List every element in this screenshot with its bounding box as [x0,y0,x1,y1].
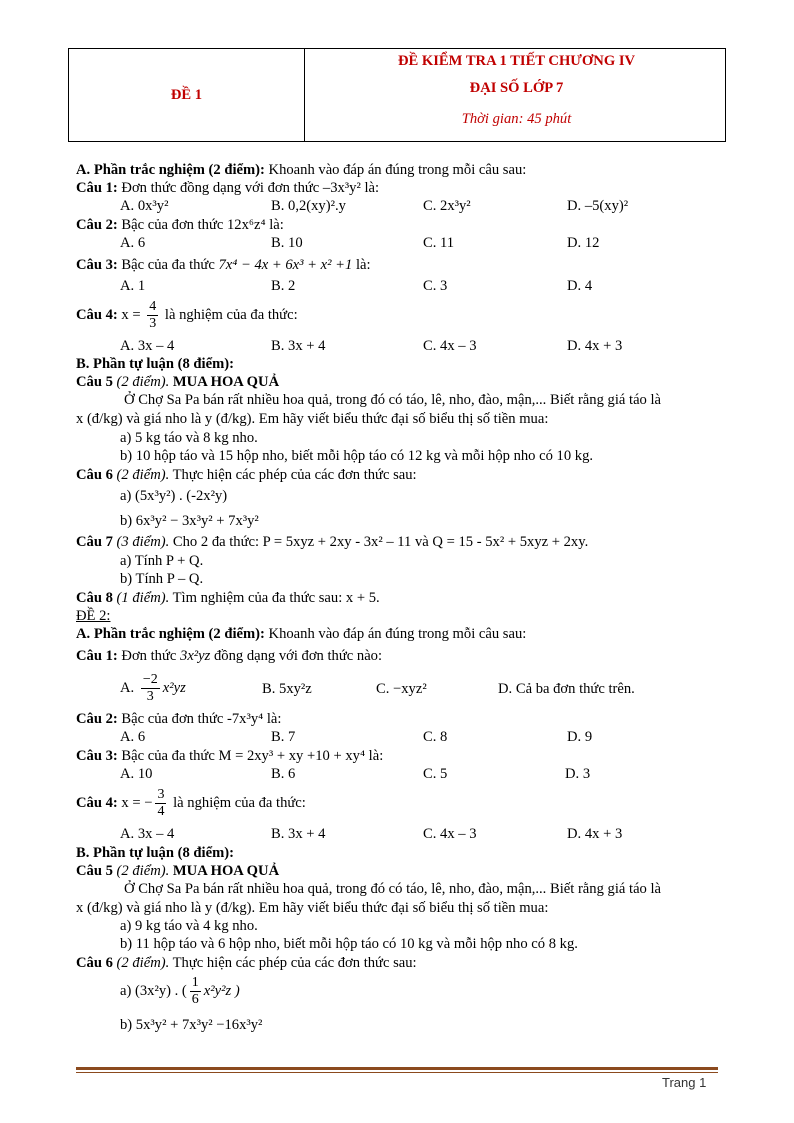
q-title: MUA HOA QUẢ [169,374,280,390]
de2-q4 [76,786,306,820]
de1-q3-opt-a: A. 1 [120,278,146,294]
de2-partB-heading [76,844,234,862]
de2-q2-opt-b: B. 7 [271,729,296,745]
de1-q5-b: b) 10 hộp táo và 15 hộp nho, biết mỗi hộp táo có 12 kg và mỗi hộp nho có 10 kg. [120,448,594,464]
partA-title: A. Phần trắc nghiệm (2 điểm): [76,626,265,642]
de2-q6 [76,954,417,972]
fraction [147,299,158,332]
de2-q1-opt-d: D. Cả ba đơn thức trên. [498,681,635,697]
q-label: Câu 1: [76,180,118,196]
q-text-end: là nghiệm của đa thức: [169,795,306,811]
q-label: Câu 3: [76,748,118,764]
de2-q5-para2: x (đ/kg) và giá nho là y (đ/kg). Em hãy viết biểu thức đại số biểu thị số tiền mua: [76,900,549,916]
de1-q2-opt-b: B. 10 [271,235,303,251]
de1-q5 [76,373,279,391]
math-expression-end: x²y²z ) [203,983,240,999]
q-points: (1 điểm). [112,590,170,606]
de1-q1-opt-c: C. 2x³y² [423,198,471,214]
de1-q3-opt-c: C. 3 [423,278,448,294]
de2-q3-opt-b: B. 6 [271,766,296,782]
footer-rule [76,1067,718,1070]
de2-q4-opt-a: A. 3x – 4 [120,826,175,842]
de1-q1 [76,179,379,197]
q-text-end: là nghiệm của đa thức: [161,307,298,323]
q-label: Câu 7 [76,534,113,550]
de2-q3 [76,747,383,765]
de2-q4-opt-b: B. 3x + 4 [271,826,326,842]
exam-time: Thời gian: 45 phút [461,111,572,127]
exam-title: ĐỀ KIỂM TRA 1 TIẾT CHƯƠNG IV [397,53,636,69]
math-expression: a) (3x²y) . ( [120,983,187,999]
q-text: Thực hiện các phép của các đơn thức sau: [169,955,417,971]
de1-partA-heading [76,161,526,179]
de2-q4-opt-d: D. 4x + 3 [567,826,623,842]
q-label: Câu 2: [76,711,118,727]
de2-q3-opt-d: D. 3 [565,766,591,782]
opt-letter: A. [120,680,138,696]
de1-q3-opt-d: D. 4 [567,278,593,294]
de1-q6-a: a) (5x³y²) . (-2x²y) [120,488,228,504]
de1-q2-opt-c: C. 11 [423,235,455,251]
de2-q4-opt-c: C. 4x – 3 [423,826,477,842]
denominator: 6 [191,992,199,1008]
de2-q5 [76,862,279,880]
numerator: 3 [157,787,165,803]
q-text: Đơn thức [117,648,181,664]
q-text-end: đồng dạng với đơn thức nào: [210,648,383,664]
de2-q1-opt-b: B. 5xy²z [262,681,312,697]
de1-q1-opt-b: B. 0,2(xy)².y [271,198,346,214]
de1-q2-opt-a: A. 6 [120,235,146,251]
partB-title: B. Phần tự luận (8 điểm): [76,845,234,861]
de1-q7-a: a) Tính P + Q. [120,553,204,569]
q-text-end: là: [352,257,371,273]
q-text: x = [117,307,145,323]
numerator: −2 [142,672,158,688]
q-text: Bậc của đơn thức -7x³y⁴ là: [117,711,282,727]
q-label: Câu 6 [76,467,113,483]
de1-partB-heading [76,355,234,373]
de2-q2-opt-a: A. 6 [120,729,146,745]
math-expression: 3x²yz [180,648,211,664]
de2-q1-opt-c: C. −xyz² [376,681,427,697]
de2-q6-b: b) 5x³y² + 7x³y² −16x³y² [120,1017,263,1033]
q-title: MUA HOA QUẢ [169,863,280,879]
de1-q4-opt-d: D. 4x + 3 [567,338,623,354]
denominator: 3 [146,689,154,705]
de2-q5-b: b) 11 hộp táo và 6 hộp nho, biết mỗi hộp táo có 10 kg và mỗi hộp nho có 8 kg. [120,936,578,952]
de1-q6 [76,466,417,484]
de1-q5-a: a) 5 kg táo và 8 kg nho. [120,430,258,446]
de1-q4-opt-b: B. 3x + 4 [271,338,326,354]
q-points: (2 điểm). [112,467,170,483]
de1-q5-para1: Ở Chợ Sa Pa bán rất nhiều hoa quả, trong đó có táo, lê, nho, đào, mận,... Biết rằng giá táo là [124,392,662,408]
de1-q7 [76,533,588,551]
q-text: Thực hiện các phép của các đơn thức sau: [169,467,417,483]
q-text: Bậc của đa thức M = 2xy³ + xy +10 + xy⁴ là: [117,748,384,764]
de1-q5-para2: x (đ/kg) và giá nho là y (đ/kg). Em hãy viết biểu thức đại số biểu thị số tiền mua: [76,411,549,427]
denominator: 3 [149,316,157,332]
de2-q6-a [120,974,240,1008]
de2-q5-a: a) 9 kg táo và 4 kg nho. [120,918,258,934]
exam-title-block [305,49,725,141]
de1-q4-opt-a: A. 3x – 4 [120,338,175,354]
de2-q3-opt-c: C. 5 [423,766,448,782]
de1-q1-opt-d: D. –5(xy)² [567,198,629,214]
partB-title: B. Phần tự luận (8 điểm): [76,356,234,372]
q-points: (2 điểm). [112,863,170,879]
q-label: Câu 5 [76,374,113,390]
partA-instruction: Khoanh vào đáp án đúng trong mỗi câu sau: [264,626,527,642]
de1-q3-opt-b: B. 2 [271,278,296,294]
de2-partA-heading [76,625,526,643]
q-label: Câu 4: [76,307,118,323]
de2-q1-opt-a [120,671,186,705]
q-label: Câu 6 [76,955,113,971]
exam-subject: ĐẠI SỐ LỚP 7 [469,80,564,96]
de1-q8 [76,589,380,607]
de1-q4-opt-c: C. 4x – 3 [423,338,477,354]
q-text: Đơn thức đồng dạng với đơn thức –3x³y² là: [117,180,380,196]
page-number: Trang 1 [662,1075,707,1090]
q-label: Câu 1: [76,648,118,664]
denominator: 4 [157,804,165,820]
numerator: 1 [191,975,199,991]
numerator: 4 [149,299,157,315]
q-points: (3 điểm). [112,534,170,550]
partA-instruction: Khoanh vào đáp án đúng trong mỗi câu sau: [264,162,527,178]
q-text: x = − [117,795,153,811]
q-text: Bậc của đa thức [117,257,219,273]
fraction [190,975,201,1008]
math-expression: 7x⁴ − 4x + 6x³ + x² +1 [218,257,353,273]
footer-rule-thin [76,1072,718,1073]
de2-q1 [76,647,382,665]
de2-q2-opt-d: D. 9 [567,729,593,745]
de1-q6-b: b) 6x³y² − 3x³y² + 7x³y² [120,513,259,529]
de2-heading: ĐỀ 2: [76,608,111,624]
de2-q3-opt-a: A. 10 [120,766,153,782]
de1-q2 [76,216,284,234]
partA-title: A. Phần trắc nghiệm (2 điểm): [76,162,265,178]
de1-q2-opt-d: D. 12 [567,235,600,251]
q-text: Cho 2 đa thức: P = 5xyz + 2xy - 3x² – 11 và Q = 15 - 5x² + 5xyz + 2xy. [169,534,589,550]
exam-header-table [68,48,726,142]
q-text: Tìm nghiệm của đa thức sau: x + 5. [169,590,380,606]
de1-q3 [76,256,371,274]
q-points: (2 điểm). [112,955,170,971]
q-label: Câu 2: [76,217,118,233]
fraction [141,672,160,705]
de2-q2-opt-c: C. 8 [423,729,448,745]
exam-code: ĐỀ 1 [69,49,305,141]
de1-q4 [76,298,298,332]
q-text: Bậc của đơn thức 12x⁶z⁴ là: [117,217,284,233]
q-label: Câu 5 [76,863,113,879]
q-points: (2 điểm). [112,374,170,390]
de2-q2 [76,710,281,728]
fraction [155,787,166,820]
q-label: Câu 8 [76,590,113,606]
math-expression: x²yz [162,680,186,696]
de1-q7-b: b) Tính P – Q. [120,571,204,587]
de1-q1-opt-a: A. 0x³y² [120,198,169,214]
q-label: Câu 3: [76,257,118,273]
de2-q5-para1: Ở Chợ Sa Pa bán rất nhiều hoa quả, trong đó có táo, lê, nho, đào, mận,... Biết rằng giá táo là [124,881,662,897]
q-label: Câu 4: [76,795,118,811]
